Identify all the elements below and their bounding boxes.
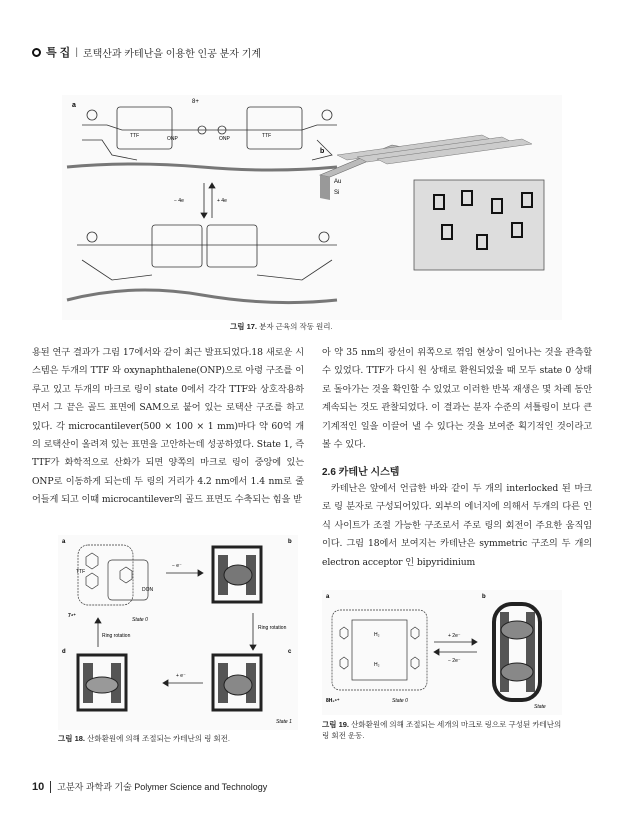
fig18-panel-c: c: [288, 649, 292, 655]
right-column-text: [322, 344, 592, 460]
fig18-caption-label: 그림 18.: [58, 734, 85, 743]
fig17-ttf-left: TTF: [130, 133, 140, 139]
fig17-charge: 8+: [192, 99, 199, 105]
fig19-state: State: [534, 704, 546, 710]
fig18-plus-e: + e⁻: [176, 673, 186, 679]
fig17-onp-right: ONP: [219, 136, 230, 142]
fig18-charge: 7⁴⁺: [68, 613, 76, 619]
fig19-plus2e: + 2e⁻: [448, 633, 461, 639]
fig17-onp-left: ONP: [167, 136, 178, 142]
figure-17: [62, 95, 562, 320]
fig17-caption-label: 그림 17.: [230, 322, 257, 331]
figure-18: [58, 535, 298, 730]
fig18-state1: State 1: [276, 719, 292, 725]
fig19-h2-top: H₂: [374, 632, 380, 638]
fig19-caption-text: 산화환원에 의해 조절되는 세개의 마크로 링으로 구성된 카테난의 링 회전 운동.: [322, 720, 562, 740]
section-bullet-icon: [32, 48, 41, 57]
section-label: 특 집: [46, 47, 71, 59]
page-header: [32, 44, 261, 60]
fig17-caption-text: 분자 근육의 작동 원리.: [259, 322, 333, 331]
figure-17-caption: [230, 321, 333, 332]
fig19-panel-b: b: [482, 594, 486, 600]
fig17-ttf-right: TTF: [262, 133, 272, 139]
header-title: 로택산과 카테난을 이용한 인공 분자 기계: [82, 48, 262, 60]
left-paragraph: 용된 연구 결과가 그림 17에서와 같이 최근 발표되었다.18 새로운 시스템은 두개의 TTF 와 oxynaphthalene(ONP)으로 아령 구조를 이루고 있고 두개의 마크로 링이 state 0에서 각각 TTF와 상호작용하면서 그 끝은 골드 표면에 SAM으로 붙어 있는 로택산 구조를 하고 있다. 각 microcantilever(500 × 100 × 1 mm)마다 약 60억 개의 로택산이 올려져 있는 표면을 고안하는데 성공하였다. State 1, 즉 TTF가 화학적으로 산화가 되면 양쪽의 마크로 링이 중앙에 있는 ONP로 이동하게 되는데 두 링의 거리가 4.2 nm에서 1.4 nm로 줄어들게 되고 이때 microcantilever의 골드 표면도 수축되는 힘을 받: [32, 347, 304, 506]
figure-18-caption: [58, 733, 230, 744]
fig18-ring-rotation-right: Ring rotation: [258, 625, 287, 631]
fig18-state0: State 0: [132, 617, 148, 623]
fig19-h2-bottom: H₂: [374, 662, 380, 668]
fig17-panel-a: a: [72, 102, 76, 109]
figure-19-caption: [322, 719, 567, 741]
fig17-reduction: + 4e: [217, 198, 227, 204]
fig17-si-label: Si: [334, 190, 340, 196]
fig17-au-label: Au: [334, 179, 342, 185]
page-number: 10: [32, 780, 45, 793]
fig19-charge: 8H₂⁶⁺: [326, 698, 340, 704]
fig17-oxidation: − 4e: [174, 198, 184, 204]
figure-19: [322, 590, 562, 715]
right-paragraph: 아 약 35 nm의 광선이 위쪽으로 꺾임 현상이 일어나는 것을 관측할 수 있었다. TTF가 다시 원 상태로 환원되었을 때 모두 state 0 상태로 돌아가는 것을 확인할 수 있었고 이러한 반복 재생은 몇 차례 동안 계속되는 것도 관찰되었다. 이 결과는 분자 수준의 셔틀링이 보다 큰 기계적인 일을 이끌어 낼 수 있다는 것을 보여준 획기적인 것이라고 볼 수 있다.: [322, 347, 592, 451]
fig18-panel-b: b: [288, 539, 292, 545]
fig18-minus-e: − e⁻: [172, 563, 182, 569]
page-footer: [32, 780, 267, 793]
fig18-don: DON: [142, 587, 154, 593]
section-heading: 2.6 카테난 시스템: [322, 467, 400, 478]
left-column-text: [32, 344, 304, 529]
section-paragraph: 카테난은 앞에서 언급한 바와 같이 두 개의 interlocked 된 마크로 링 분자로 구성되어있다. 외부의 에너지에 의해서 두개의 다른 인식 사이트가 조절 가능한 구조로서 주로 링의 회전이 주요한 움직임이다. 그림 18에서 보여지는 카테난은 symmetric 구조의 두 개의 electron acceptor 인 bipyridinium: [322, 483, 592, 568]
fig18-panel-d: d: [62, 649, 66, 655]
fig19-caption-label: 그림 19.: [322, 720, 349, 729]
section-text: [322, 480, 592, 572]
fig17-panel-b: b: [320, 148, 325, 155]
fig19-state0: State 0: [392, 698, 408, 704]
fig18-caption-text: 산화환원에 의해 조절되는 카테난의 링 회전.: [87, 734, 231, 743]
fig18-ttf: TTF: [76, 569, 86, 575]
fig19-minus2e: − 2e⁻: [448, 658, 461, 664]
fig18-ring-rotation-left: Ring rotation: [102, 633, 131, 639]
journal-name: 고분자 과학과 기술 Polymer Science and Technology: [57, 782, 268, 792]
footer-divider: [50, 781, 51, 793]
fig19-panel-a: a: [326, 594, 330, 600]
fig18-panel-a: a: [62, 539, 66, 545]
header-separator: |: [75, 46, 78, 58]
